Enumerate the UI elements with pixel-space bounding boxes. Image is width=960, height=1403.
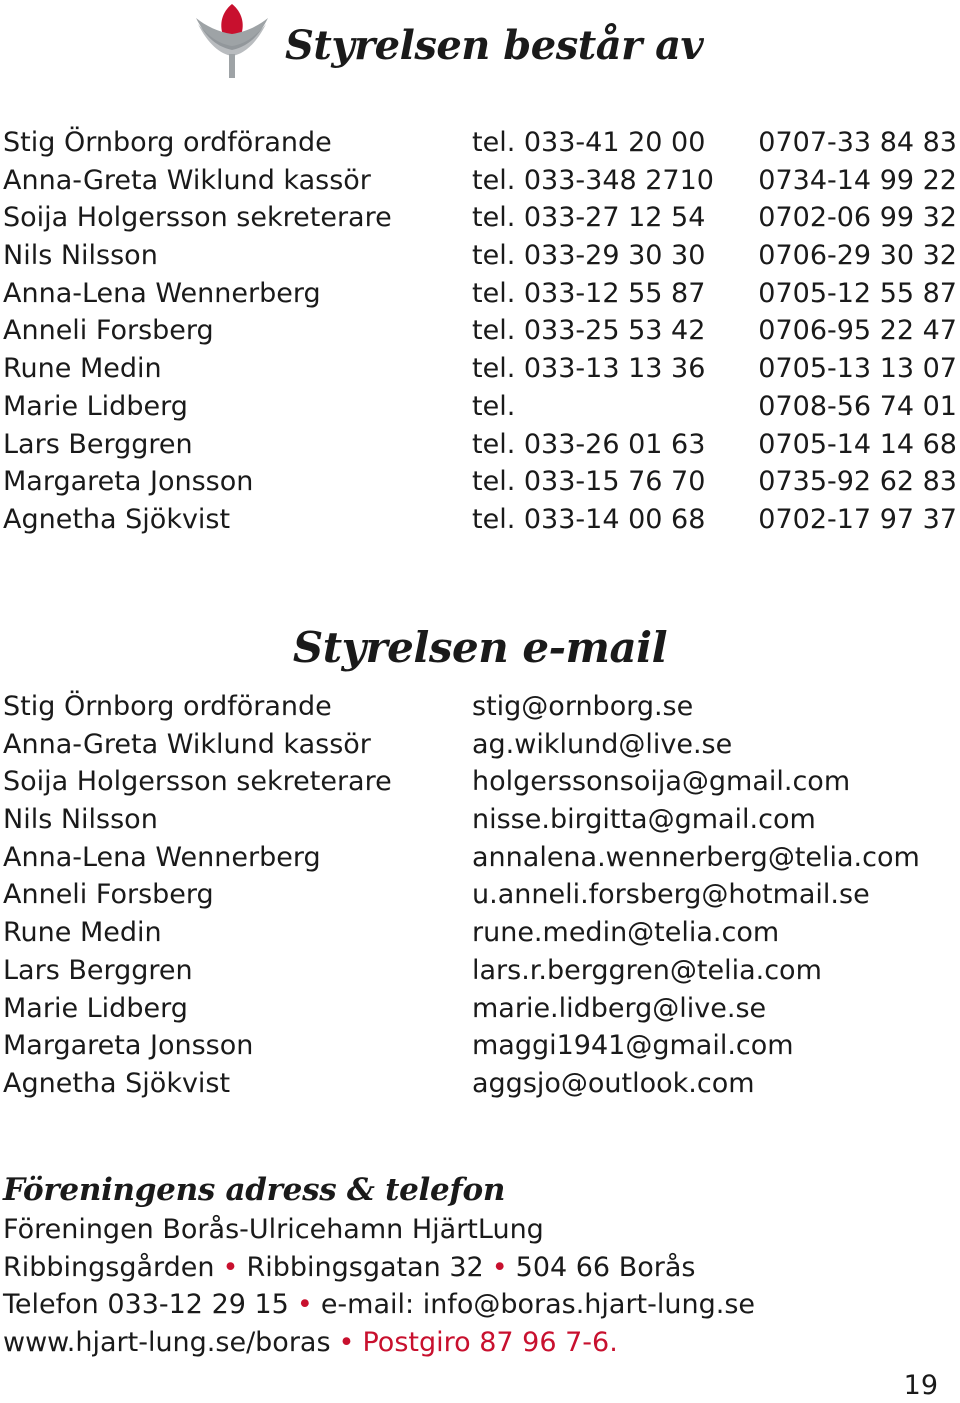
board-member-row bbox=[0, 388, 960, 426]
address-venue: Ribbingsgården bbox=[3, 1251, 215, 1283]
member-mobile: 0705-13 13 07 bbox=[758, 353, 957, 385]
member-name: Rune Medin bbox=[3, 353, 162, 385]
member-phone: tel. 033-29 30 30 bbox=[472, 240, 706, 272]
association-phone-email bbox=[3, 1286, 755, 1324]
member-email-link[interactable]: lars.r.berggren@telia.com bbox=[472, 954, 822, 986]
email-row bbox=[0, 688, 960, 726]
member-mobile: 0702-17 97 37 bbox=[758, 503, 957, 535]
member-name: Agnetha Sjökvist bbox=[3, 1067, 231, 1099]
member-name: Nils Nilsson bbox=[3, 240, 158, 272]
member-mobile: 0705-14 14 68 bbox=[758, 428, 957, 460]
member-email-link[interactable]: ag.wiklund@live.se bbox=[472, 728, 733, 760]
member-phone: tel. 033-26 01 63 bbox=[472, 428, 706, 460]
member-phone: tel. 033-12 55 87 bbox=[472, 277, 706, 309]
member-phone: tel. 033-14 00 68 bbox=[472, 503, 706, 535]
email-row bbox=[0, 726, 960, 764]
email-row bbox=[0, 876, 960, 914]
member-email-link[interactable]: maggi1941@gmail.com bbox=[472, 1030, 794, 1062]
member-mobile: 0735-92 62 83 bbox=[758, 466, 957, 498]
tulip-logo-icon bbox=[194, 2, 270, 80]
member-name: Soija Holgersson sekreterare bbox=[3, 766, 392, 798]
email-section-title: Styrelsen e-mail bbox=[292, 623, 668, 672]
email-row bbox=[0, 1027, 960, 1065]
member-name: Marie Lidberg bbox=[3, 992, 188, 1024]
board-member-row bbox=[0, 463, 960, 501]
board-member-row bbox=[0, 124, 960, 162]
member-email-link[interactable]: holgerssonsoija@gmail.com bbox=[472, 766, 851, 798]
association-contact bbox=[3, 1211, 755, 1362]
email-row bbox=[0, 914, 960, 952]
address-street: Ribbingsgatan 32 bbox=[246, 1251, 484, 1283]
board-member-row bbox=[0, 501, 960, 539]
email-row bbox=[0, 801, 960, 839]
member-name: Nils Nilsson bbox=[3, 804, 158, 836]
member-phone: tel. 033-348 2710 bbox=[472, 164, 714, 196]
bullet-icon: • bbox=[222, 1251, 239, 1283]
member-name: Stig Örnborg ordförande bbox=[3, 127, 332, 158]
email-row bbox=[0, 952, 960, 990]
member-name: Stig Örnborg ordförande bbox=[3, 691, 332, 722]
association-email-link[interactable]: e-mail: info@boras.hjart-lung.se bbox=[320, 1289, 756, 1321]
board-member-row bbox=[0, 199, 960, 237]
member-name: Soija Holgersson sekreterare bbox=[3, 202, 392, 234]
member-phone: tel. 033-25 53 42 bbox=[472, 315, 706, 347]
member-name: Agnetha Sjökvist bbox=[3, 503, 231, 535]
association-web-postgiro bbox=[3, 1324, 755, 1362]
association-postgiro: Postgiro 87 96 7-6. bbox=[362, 1327, 618, 1359]
member-phone: tel. 033-41 20 00 bbox=[472, 127, 706, 158]
email-row bbox=[0, 763, 960, 801]
member-name: Anna-Lena Wennerberg bbox=[3, 277, 321, 309]
board-member-row bbox=[0, 426, 960, 464]
member-email-link[interactable]: marie.lidberg@live.se bbox=[472, 992, 767, 1024]
member-name: Rune Medin bbox=[3, 917, 162, 949]
board-member-row bbox=[0, 312, 960, 350]
board-member-row bbox=[0, 237, 960, 275]
member-name: Anna-Greta Wiklund kassör bbox=[3, 728, 371, 760]
member-mobile: 0708-56 74 01 bbox=[758, 390, 957, 422]
member-name: Anneli Forsberg bbox=[3, 315, 214, 347]
page-title: Styrelsen består av bbox=[285, 22, 704, 69]
member-phone: tel. bbox=[472, 390, 516, 422]
board-phone-list bbox=[0, 124, 960, 539]
association-phone: Telefon 033-12 29 15 bbox=[3, 1289, 289, 1321]
member-email-link[interactable]: stig@ornborg.se bbox=[472, 691, 694, 722]
bullet-icon: • bbox=[491, 1251, 508, 1283]
association-website-link[interactable]: www.hjart-lung.se/boras bbox=[3, 1327, 331, 1359]
association-address bbox=[3, 1249, 755, 1287]
member-name: Margareta Jonsson bbox=[3, 466, 254, 498]
email-row bbox=[0, 1065, 960, 1103]
member-phone: tel. 033-27 12 54 bbox=[472, 202, 706, 234]
member-mobile: 0702-06 99 32 bbox=[758, 202, 957, 234]
member-name: Lars Berggren bbox=[3, 428, 193, 460]
member-phone: tel. 033-15 76 70 bbox=[472, 466, 706, 498]
member-name: Anna-Greta Wiklund kassör bbox=[3, 164, 371, 196]
member-name: Anna-Lena Wennerberg bbox=[3, 841, 321, 873]
association-name: Föreningen Borås-Ulricehamn HjärtLung bbox=[3, 1214, 544, 1245]
board-member-row bbox=[0, 275, 960, 313]
member-mobile: 0707-33 84 83 bbox=[758, 127, 957, 158]
member-name: Anneli Forsberg bbox=[3, 879, 214, 911]
board-member-row bbox=[0, 162, 960, 200]
member-email-link[interactable]: rune.medin@telia.com bbox=[472, 917, 780, 949]
member-email-link[interactable]: nisse.birgitta@gmail.com bbox=[472, 804, 816, 836]
board-email-list bbox=[0, 688, 960, 1103]
address-postal: 504 66 Borås bbox=[515, 1251, 696, 1283]
member-mobile: 0706-29 30 32 bbox=[758, 240, 957, 272]
bullet-icon: • bbox=[296, 1289, 313, 1321]
member-mobile: 0734-14 99 22 bbox=[758, 164, 957, 196]
bullet-icon: • bbox=[338, 1327, 355, 1359]
member-email-link[interactable]: aggsjo@outlook.com bbox=[472, 1067, 755, 1099]
email-row bbox=[0, 990, 960, 1028]
member-email-link[interactable]: u.anneli.forsberg@hotmail.se bbox=[472, 879, 870, 911]
member-email-link[interactable]: annalena.wennerberg@telia.com bbox=[472, 841, 920, 873]
board-member-row bbox=[0, 350, 960, 388]
email-row bbox=[0, 839, 960, 877]
member-name: Marie Lidberg bbox=[3, 390, 188, 422]
member-mobile: 0706-95 22 47 bbox=[758, 315, 957, 347]
association-title: Föreningens adress & telefon bbox=[3, 1172, 506, 1208]
member-mobile: 0705-12 55 87 bbox=[758, 277, 957, 309]
page-number: 19 bbox=[903, 1370, 938, 1401]
member-phone: tel. 033-13 13 36 bbox=[472, 353, 706, 385]
member-name: Lars Berggren bbox=[3, 954, 193, 986]
member-name: Margareta Jonsson bbox=[3, 1030, 254, 1062]
